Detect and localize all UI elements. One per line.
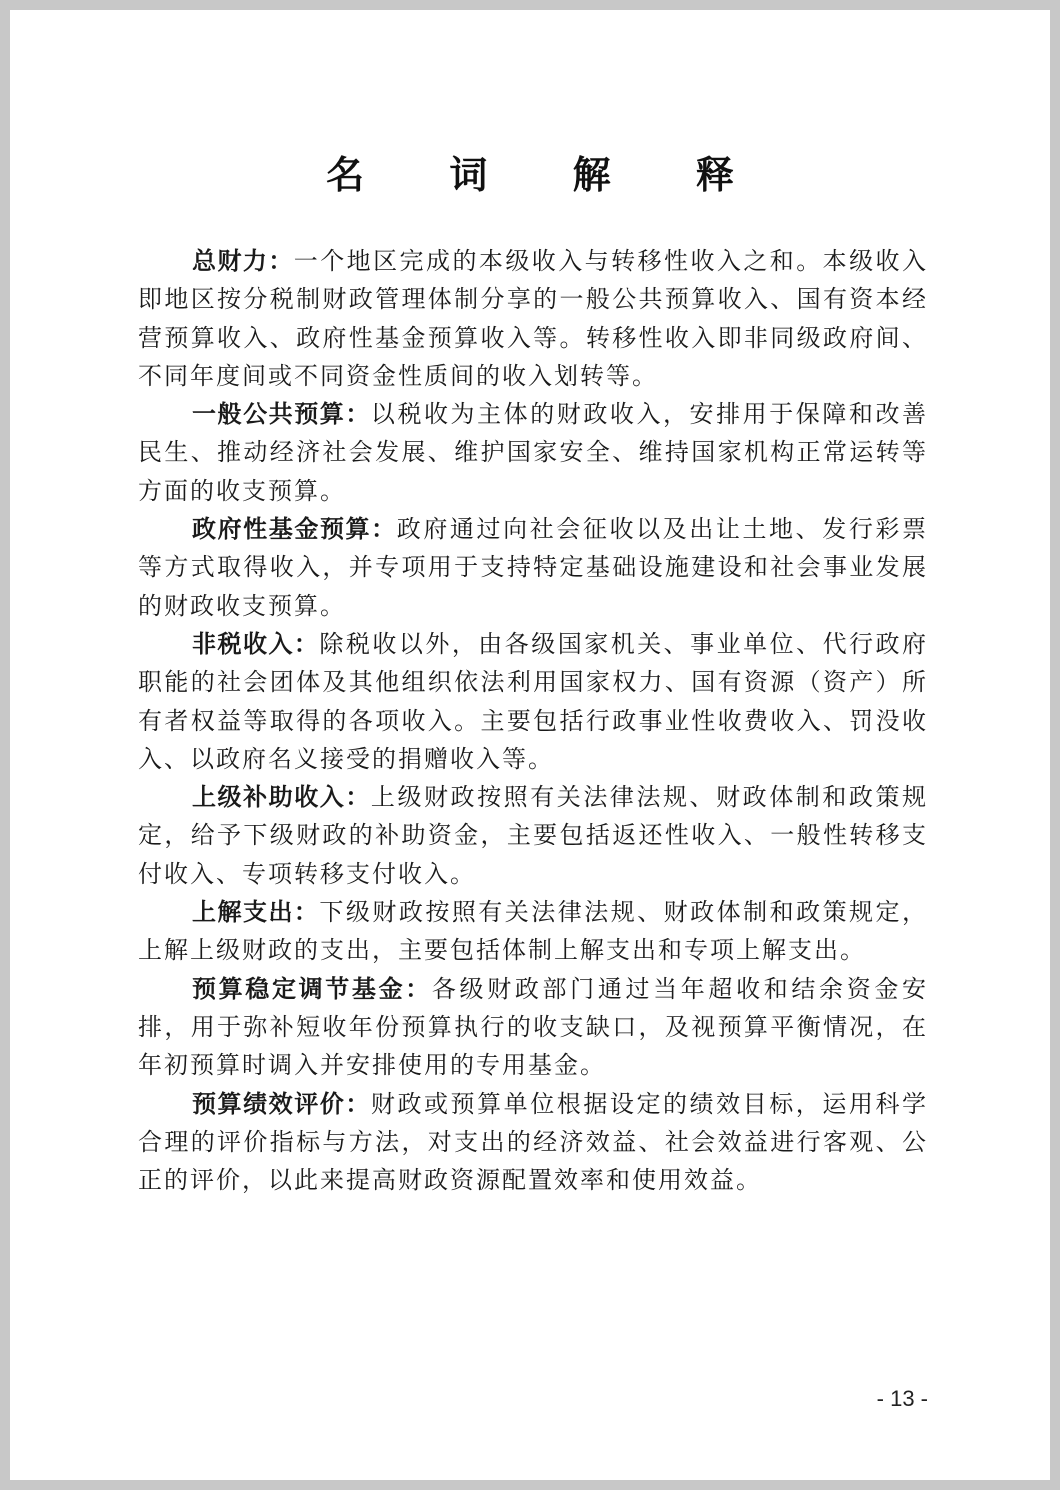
glossary-term: 预算稳定调节基金： (192, 974, 432, 1003)
glossary-body (138, 242, 928, 1199)
glossary-entry (138, 395, 928, 510)
glossary-entry (138, 625, 928, 778)
glossary-entry (138, 778, 928, 893)
glossary-term: 一般公共预算： (192, 400, 371, 429)
glossary-definition: 一个地区完成的本级收入与转移性收入之和。本级收入即地区按分税制财政管理体制分享的一般公共预算收入、国有资本经营预算收入、政府性基金预算收入等。转移性收入即非同级政府间、不同年度间或不同资金性质间的收入划转等。 (138, 247, 929, 390)
glossary-definition: 政府通过向社会征收以及出让土地、发行彩票等方式取得收入，并专项用于支持特定基础设施建设和社会事业发展的财政收支预算。 (138, 515, 929, 620)
glossary-entry (138, 510, 928, 625)
glossary-term: 上解支出： (192, 898, 320, 927)
glossary-entry (138, 893, 928, 970)
glossary-definition: 以税收为主体的财政收入，安排用于保障和改善民生、推动经济社会发展、维护国家安全、维持国家机构正常运转等方面的收支预算。 (138, 400, 929, 505)
glossary-definition: 上级财政按照有关法律法规、财政体制和政策规定，给予下级财政的补助资金，主要包括返还性收入、一般性转移支付收入、专项转移支付收入。 (138, 783, 929, 888)
glossary-term: 政府性基金预算： (192, 515, 397, 544)
glossary-definition: 除税收以外，由各级国家机关、事业单位、代行政府职能的社会团体及其他组织依法利用国家权力、国有资源（资产）所有者权益等取得的各项收入。主要包括行政事业性收费收入、罚没收入、以政府名义接受的捐赠收入等。 (138, 629, 929, 773)
glossary-entry (138, 970, 928, 1085)
page-number: - 13 - (876, 1386, 928, 1411)
glossary-definition: 财政或预算单位根据设定的绩效目标，运用科学合理的评价指标与方法，对支出的经济效益、社会效益进行客观、公正的评价，以此来提高财政资源配置效率和使用效益。 (138, 1089, 929, 1195)
glossary-definition: 下级财政按照有关法律法规、财政体制和政策规定，上解上级财政的支出，主要包括体制上解支出和专项上解支出。 (138, 898, 929, 965)
glossary-term: 非税收入： (192, 629, 320, 658)
glossary-term: 预算绩效评价： (192, 1089, 371, 1118)
glossary-definition: 各级财政部门通过当年超收和结余资金安排，用于弥补短收年份预算执行的收支缺口，及视预算平衡情况，在年初预算时调入并安排使用的专用基金。 (138, 974, 929, 1080)
page-title: 名 词 解 释 (326, 152, 770, 197)
glossary-term: 上级补助收入： (192, 783, 371, 812)
glossary-entry (138, 242, 928, 395)
glossary-entry (138, 1085, 928, 1200)
glossary-term: 总财力： (192, 247, 294, 275)
document-page (10, 10, 1050, 1480)
